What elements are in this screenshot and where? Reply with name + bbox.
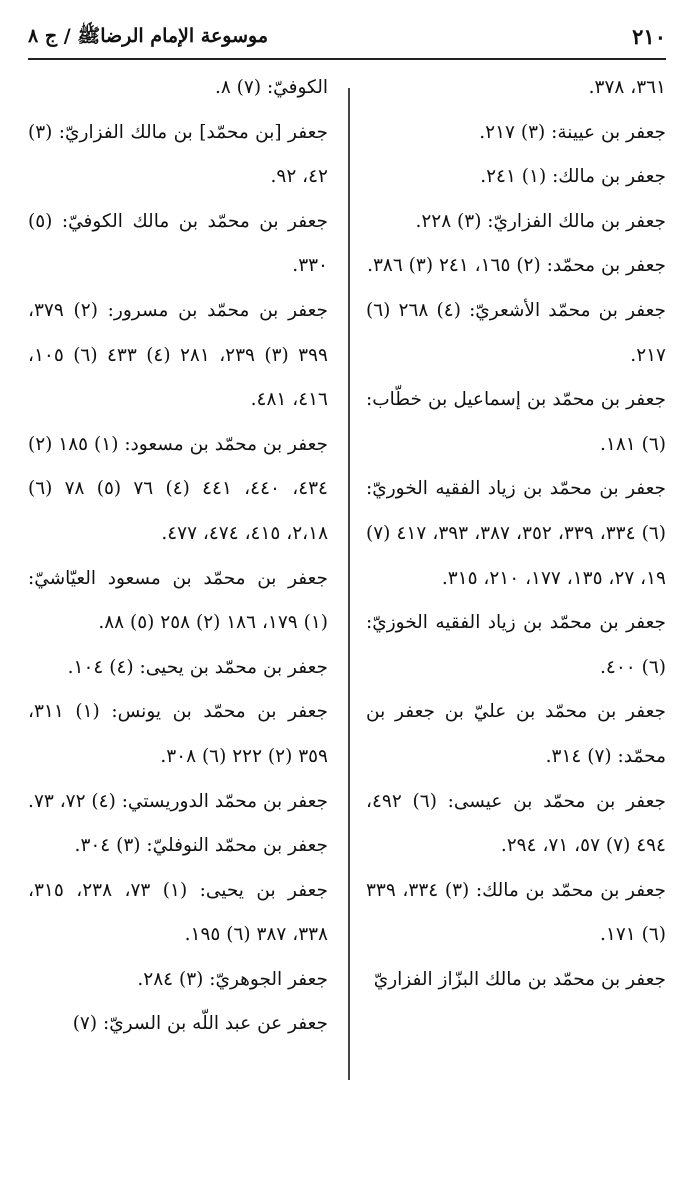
index-entry: جعفر بن يحيى: (١) ٧٣، ٢٣٨، ٣١٥، ٣٣٨، ٣٨٧ (٦) ١٩٥. [28,879,328,946]
index-entry: جعفر بن محمّد بن مالك البزّاز الفزاريّ [373,968,666,990]
index-entry: ٣٦١، ٣٧٨. [588,77,666,98]
index-columns [28,66,666,1096]
index-entry: جعفر بن محمّد بن عيسى: (٦) ٤٩٢، ٤٩٤ (٧) ٥٧، ٧١، ٢٩٤. [366,790,666,857]
running-title: موسوعة الإمام الرضاﷺ / ج ٨ [28,25,269,47]
index-entry: جعفر بن محمّد الأشعريّ: (٤) ٢٦٨ (٦) ٢١٧. [366,299,666,366]
index-entry: جعفر [بن محمّد] بن مالك الفزاريّ: (٣) ٤٢، ٩٢. [28,121,328,188]
column-divider [348,88,350,1080]
index-entry: جعفر بن محمّد: (٢) ١٦٥، ٢٤١ (٣) ٣٨٦. [367,255,666,277]
index-entry: جعفر بن محمّد بن مالك: (٣) ٣٣٤، ٣٣٩ (٦) ١٧١. [366,879,666,946]
left-column [28,66,328,1047]
index-entry: جعفر بن محمّد النوفليّ: (٣) ٣٠٤. [74,835,328,857]
page-header [28,22,666,56]
index-entry: جعفر بن مالك: (١) ٢٤١. [480,166,666,188]
index-entry: جعفر بن محمّد بن مسعود العيّاشيّ: (١) ١٧٩، ١٨٦ (٢) ٢٥٨ (٥) ٨٨. [28,567,328,634]
index-entry: جعفر بن محمّد بن إسماعيل بن خطّاب: (٦) ١٨١. [366,389,666,455]
index-entry: جعفر بن محمّد الدوريستي: (٤) ٧٢، ٧٣. [28,790,328,812]
right-column [366,66,666,1002]
index-entry: جعفر بن عيينة: (٣) ٢١٧. [479,121,666,143]
index-entry: جعفر بن محمّد بن يونس: (١) ٣١١، ٣٥٩ (٢) ٢٢٢ (٦) ٣٠٨. [28,701,328,767]
index-entry: جعفر بن محمّد بن مسعود: (١) ١٨٥ (٢) ٤٣٤، ٤٤٠، ٤٤١ (٤) ٧٦ (٥) ٧٨ (٦) ٢،١٨، ٤١٥، ٤٧٤، ٤٧٧. [28,433,328,544]
index-entry: جعفر بن محمّد بن مالك الكوفيّ: (٥) ٣٣٠. [28,210,328,277]
index-entry: جعفر عن عبد اللّه بن السريّ: (٧) [72,1013,328,1035]
index-entry: الكوفيّ: (٧) ٨. [214,77,328,98]
index-entry: جعفر بن محمّد بن يحيى: (٤) ١٠٤. [67,656,328,678]
index-entry: جعفر بن محمّد بن زياد الفقيه الخوريّ: (٦) ٣٣٤، ٣٣٩، ٣٥٢، ٣٨٧، ٣٩٣، ٤١٧ (٧) ١٩، ٢٧، ١٣٥، ١٧٧، ٢١٠، ٣١٥. [366,478,667,589]
page-number: ٢١٠ [632,24,666,49]
header-rule [28,58,666,60]
index-entry: جعفر بن محمّد بن عليّ بن جعفر بن محمّد: (٧) ٣١٤. [366,701,666,767]
index-entry: جعفر الجوهريّ: (٣) ٢٨٤. [137,968,328,990]
index-entry: جعفر بن محمّد بن زياد الفقيه الخوزيّ: (٦) ٤٠٠. [366,612,666,678]
index-entry: جعفر بن محمّد بن مسرور: (٢) ٣٧٩، ٣٩٩ (٣) ٢٣٩، ٢٨١ (٤) ٤٣٣ (٦) ١٠٥، ٤١٦، ٤٨١. [28,299,328,411]
index-entry: جعفر بن مالك الفزاريّ: (٣) ٢٢٨. [415,210,666,232]
